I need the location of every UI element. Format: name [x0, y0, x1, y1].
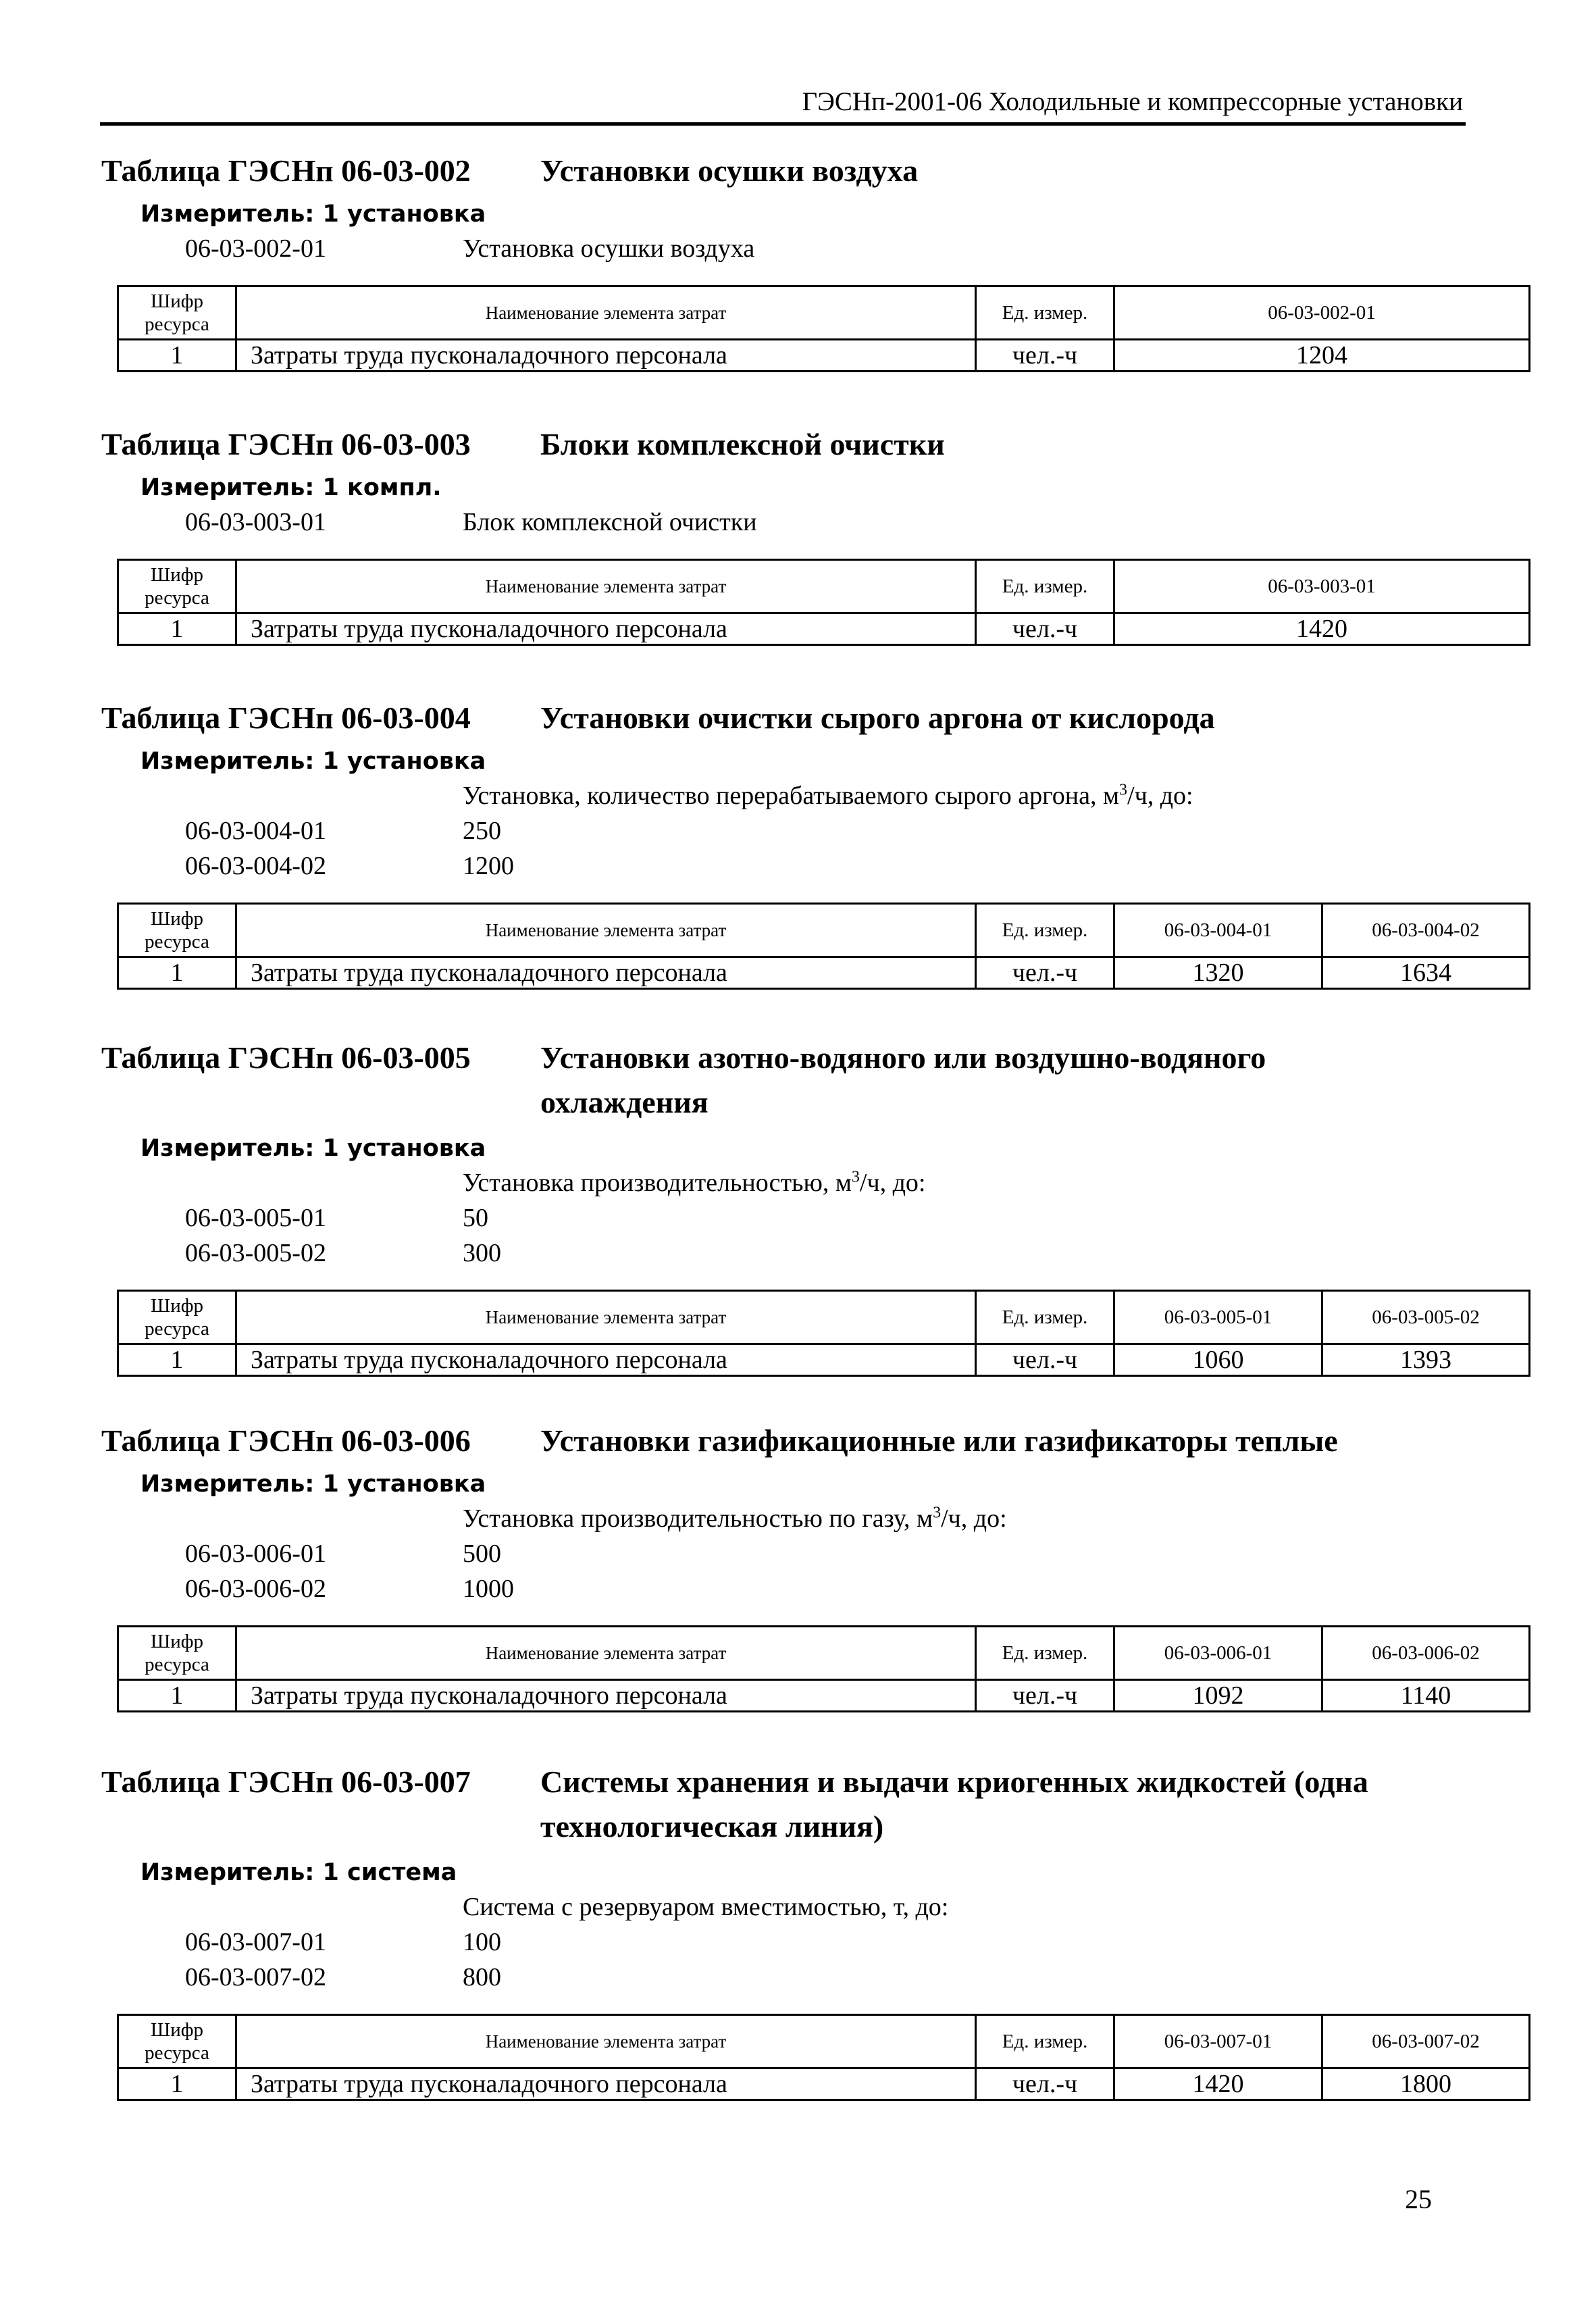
- intro-line: [101, 1889, 1526, 1925]
- section-title-row: [101, 422, 1526, 469]
- table-number: Таблица ГЭСНп 06-03-005: [101, 1040, 471, 1075]
- item-code: 06-03-002-01: [185, 234, 326, 263]
- cost-table: [117, 1290, 1530, 1377]
- row-name: Затраты труда пусконаладочного персонала: [236, 957, 976, 989]
- table-title: Установки осушки воздуха: [540, 153, 919, 188]
- item-line: [101, 1536, 1526, 1571]
- row-name: Затраты труда пусконаладочного персонала: [236, 613, 976, 645]
- item-code: 06-03-007-01: [185, 1928, 326, 1956]
- header-unit: Ед. измер.: [976, 904, 1114, 957]
- header-norm-code: 06-03-003-01: [1114, 560, 1530, 613]
- item-text: Блок комплексной очистки: [463, 508, 757, 536]
- header-norm-code: 06-03-006-02: [1322, 1627, 1530, 1680]
- running-header: ГЭСНп-2001-06 Холодильные и компрессорные установки: [802, 87, 1463, 116]
- table-row: [118, 340, 1530, 372]
- header-norm-code: 06-03-007-02: [1322, 2015, 1530, 2068]
- header-norm-code: 06-03-004-01: [1114, 904, 1322, 957]
- header-code: Шифр ресурса: [118, 904, 236, 957]
- row-value: 1092: [1114, 1680, 1322, 1712]
- item-text: 100: [463, 1928, 501, 1956]
- row-value: 1060: [1114, 1344, 1322, 1376]
- header-unit: Ед. измер.: [976, 1627, 1114, 1680]
- header-norm-code: 06-03-005-02: [1322, 1291, 1530, 1344]
- intro-text: Установка, количество перерабатываемого сырого аргона, $м^3/ч$, до:: [463, 781, 1193, 810]
- measure-unit: Измеритель: 1 система: [140, 1859, 457, 1886]
- cost-table: [117, 1625, 1530, 1712]
- section-06-03-003: [101, 422, 1526, 646]
- row-name: Затраты труда пусконаладочного персонала: [236, 1344, 976, 1376]
- row-unit: чел.-ч: [976, 2068, 1114, 2100]
- header-name: Наименование элемента затрат: [236, 904, 976, 957]
- header-norm-code: 06-03-002-01: [1114, 286, 1530, 340]
- row-name: Затраты труда пусконаладочного персонала: [236, 2068, 976, 2100]
- row-unit: чел.-ч: [976, 1680, 1114, 1712]
- intro-line: [101, 1501, 1526, 1536]
- item-text: 500: [463, 1540, 501, 1568]
- measure-unit: Измеритель: 1 установка: [140, 1471, 486, 1498]
- row-code: 1: [118, 340, 236, 372]
- row-value: 1800: [1322, 2068, 1530, 2100]
- table-number: Таблица ГЭСНп 06-03-007: [101, 1764, 471, 1799]
- section-06-03-002: [101, 149, 1526, 372]
- row-unit: чел.-ч: [976, 340, 1114, 372]
- measure-unit: Измеритель: 1 компл.: [140, 474, 442, 501]
- measure-unit: Измеритель: 1 установка: [140, 748, 486, 775]
- item-text: Установка осушки воздуха: [463, 234, 755, 263]
- item-line: [101, 1925, 1526, 1960]
- table-header-row: [118, 286, 1530, 340]
- section-title-row: [101, 696, 1526, 743]
- row-value: 1420: [1114, 613, 1530, 645]
- item-code: 06-03-003-01: [185, 508, 326, 536]
- header-name: Наименование элемента затрат: [236, 1291, 976, 1344]
- measure-unit: Измеритель: 1 установка: [140, 201, 486, 228]
- header-rule: [100, 122, 1466, 126]
- item-code: 06-03-004-02: [185, 852, 326, 880]
- header-code: Шифр ресурса: [118, 2015, 236, 2068]
- row-value: 1420: [1114, 2068, 1322, 2100]
- row-code: 1: [118, 957, 236, 989]
- row-unit: чел.-ч: [976, 1344, 1114, 1376]
- section-06-03-006: [101, 1419, 1526, 1712]
- intro-text: Установка производительностью по газу, $м^3/ч$, до:: [463, 1504, 1007, 1533]
- header-unit: Ед. измер.: [976, 286, 1114, 340]
- item-line: [101, 1960, 1526, 1995]
- header-code: Шифр ресурса: [118, 1627, 236, 1680]
- table-number: Таблица ГЭСНп 06-03-003: [101, 427, 471, 461]
- header-name: Наименование элемента затрат: [236, 560, 976, 613]
- header-name: Наименование элемента затрат: [236, 1627, 976, 1680]
- section-06-03-005: [101, 1036, 1526, 1377]
- row-name: Затраты труда пусконаладочного персонала: [236, 1680, 976, 1712]
- item-line: [101, 1571, 1526, 1606]
- header-norm-code: 06-03-006-01: [1114, 1627, 1322, 1680]
- table-header-row: [118, 560, 1530, 613]
- page-number: 25: [1405, 2184, 1432, 2214]
- item-code: 06-03-005-01: [185, 1204, 326, 1232]
- table-header-row: [118, 2015, 1530, 2068]
- section-title-row: [101, 1419, 1526, 1466]
- header-name: Наименование элемента затрат: [236, 2015, 976, 2068]
- row-code: 1: [118, 2068, 236, 2100]
- table-number: Таблица ГЭСНп 06-03-004: [101, 701, 471, 735]
- item-code: 06-03-006-02: [185, 1575, 326, 1603]
- table-header-row: [118, 1291, 1530, 1344]
- section-title-row: [101, 149, 1526, 196]
- item-code: 06-03-004-01: [185, 817, 326, 845]
- table-number: Таблица ГЭСНп 06-03-002: [101, 153, 471, 188]
- item-text: 300: [463, 1239, 501, 1267]
- row-code: 1: [118, 1344, 236, 1376]
- item-line: [101, 231, 1526, 266]
- intro-text: Система с резервуаром вместимостью, т, до:: [463, 1893, 949, 1921]
- cost-table: [117, 559, 1530, 646]
- item-text: 1000: [463, 1575, 514, 1603]
- cost-table: [117, 2014, 1530, 2101]
- item-line: [101, 1200, 1526, 1236]
- table-number: Таблица ГЭСНп 06-03-006: [101, 1423, 471, 1458]
- table-title: Установки азотно-водяного или воздушно-водяного охлаждения: [540, 1040, 1266, 1119]
- item-line: [101, 1236, 1526, 1271]
- row-value: 1140: [1322, 1680, 1530, 1712]
- table-title: Системы хранения и выдачи криогенных жидкостей (одна технологическая линия): [540, 1764, 1368, 1844]
- header-norm-code: 06-03-004-02: [1322, 904, 1530, 957]
- intro-line: [101, 778, 1526, 813]
- item-text: 1200: [463, 852, 514, 880]
- table-row: [118, 957, 1530, 989]
- table-header-row: [118, 1627, 1530, 1680]
- row-value: 1204: [1114, 340, 1530, 372]
- header-code: Шифр ресурса: [118, 286, 236, 340]
- table-title: Установки очистки сырого аргона от кислорода: [540, 701, 1215, 735]
- row-value: 1634: [1322, 957, 1530, 989]
- row-unit: чел.-ч: [976, 957, 1114, 989]
- measure-unit: Измеритель: 1 установка: [140, 1135, 486, 1162]
- row-code: 1: [118, 1680, 236, 1712]
- section-title-row: [101, 1036, 1526, 1130]
- item-line: [101, 505, 1526, 540]
- header-code: Шифр ресурса: [118, 560, 236, 613]
- row-unit: чел.-ч: [976, 613, 1114, 645]
- section-06-03-004: [101, 696, 1526, 990]
- header-unit: Ед. измер.: [976, 1291, 1114, 1344]
- intro-text: Установка производительностью, $м^3/ч$, до:: [463, 1168, 926, 1197]
- item-code: 06-03-007-02: [185, 1963, 326, 1991]
- table-row: [118, 1680, 1530, 1712]
- cost-table: [117, 285, 1530, 372]
- cost-table: [117, 903, 1530, 990]
- row-name: Затраты труда пусконаладочного персонала: [236, 340, 976, 372]
- item-text: 50: [463, 1204, 488, 1232]
- header-unit: Ед. измер.: [976, 2015, 1114, 2068]
- header-code: Шифр ресурса: [118, 1291, 236, 1344]
- header-unit: Ед. измер.: [976, 560, 1114, 613]
- table-title: Блоки комплексной очистки: [540, 427, 945, 461]
- table-row: [118, 2068, 1530, 2100]
- table-row: [118, 613, 1530, 645]
- intro-line: [101, 1165, 1526, 1200]
- row-value: 1393: [1322, 1344, 1530, 1376]
- row-value: 1320: [1114, 957, 1322, 989]
- item-code: 06-03-005-02: [185, 1239, 326, 1267]
- item-text: 250: [463, 817, 501, 845]
- header-norm-code: 06-03-007-01: [1114, 2015, 1322, 2068]
- row-code: 1: [118, 613, 236, 645]
- header-norm-code: 06-03-005-01: [1114, 1291, 1322, 1344]
- section-title-row: [101, 1760, 1526, 1854]
- header-name: Наименование элемента затрат: [236, 286, 976, 340]
- table-header-row: [118, 904, 1530, 957]
- item-line: [101, 848, 1526, 884]
- section-06-03-007: [101, 1760, 1526, 2101]
- table-row: [118, 1344, 1530, 1376]
- item-code: 06-03-006-01: [185, 1540, 326, 1568]
- item-text: 800: [463, 1963, 501, 1991]
- item-line: [101, 813, 1526, 848]
- table-title: Установки газификационные или газификаторы теплые: [540, 1423, 1338, 1458]
